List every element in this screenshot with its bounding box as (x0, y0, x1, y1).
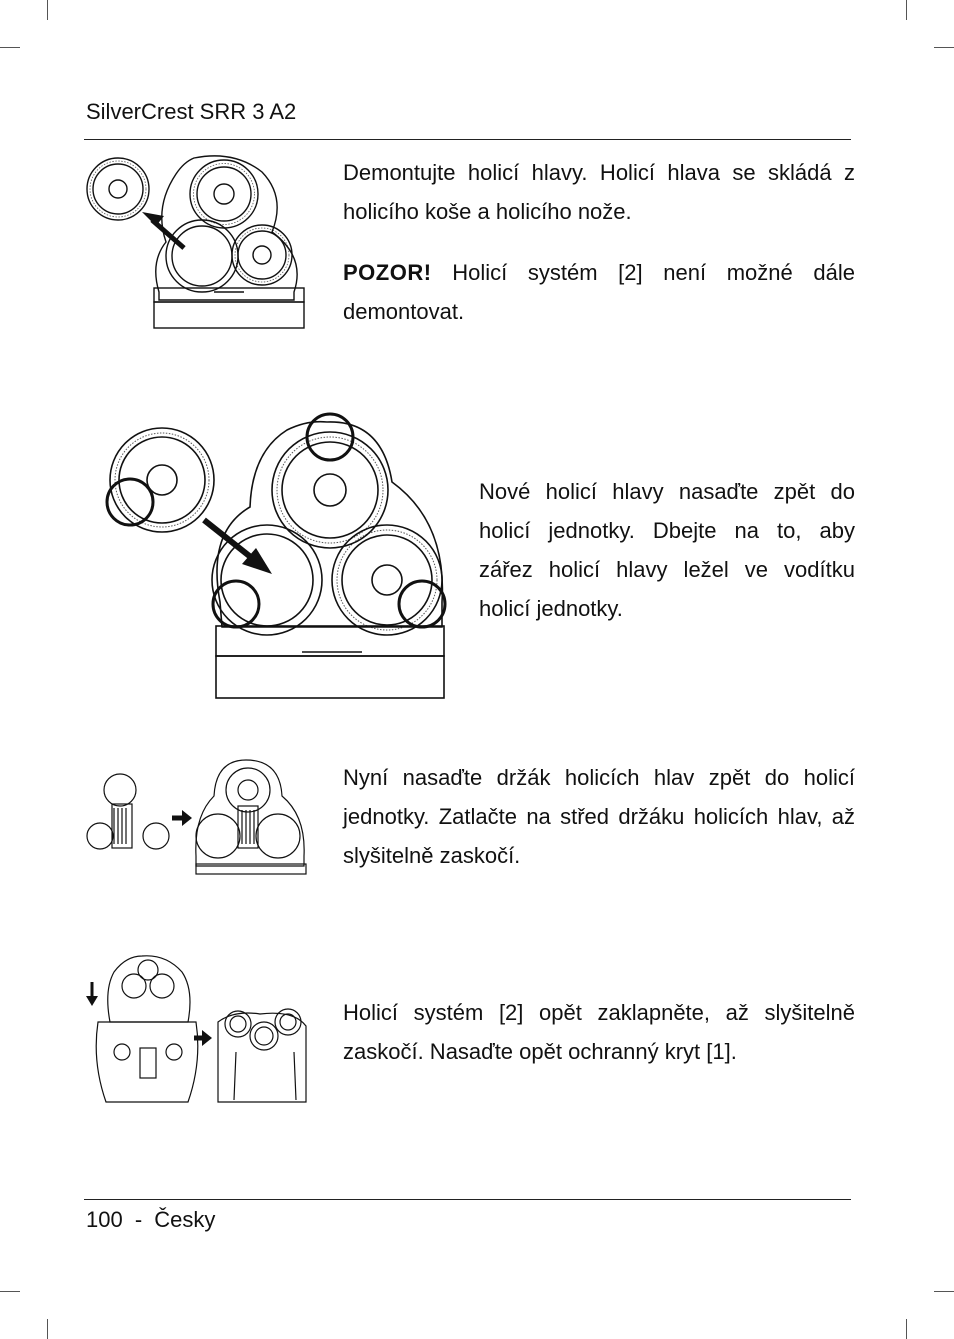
section-4-text: Holicí systém [2] opět zaklapněte, až slyšitelně zaskočí. Nasaďte opět ochranný kryt [1]. (343, 1000, 855, 1064)
warning-text: Holicí systém [2] není možné dále demontovat. (343, 260, 855, 324)
crop-mark (934, 47, 954, 48)
page-number: 100 (86, 1207, 123, 1232)
header-title: SilverCrest SRR 3 A2 (86, 99, 297, 124)
section-1-text: Demontujte holicí hlavy. Holicí hlava se skládá z holicího koše a holicího nože. (343, 160, 855, 224)
figure-close-system (84, 952, 309, 1107)
header-rule (84, 139, 851, 140)
crop-mark (47, 1319, 48, 1339)
section-3-text: Nyní nasaďte držák holicích hlav zpět do holicí jednotky. Zatlačte na střed držáku holicích hlav, až slyšitelně zaskočí. (343, 765, 855, 868)
footer-separator: - (134, 1207, 143, 1232)
crop-mark (0, 47, 20, 48)
crop-mark (906, 1319, 907, 1339)
section-2-text: Nové holicí hlavy nasaďte zpět do holicí jednotky. Dbejte na to, aby zářez holicí hlavy ležel ve vodítku holicí jednotky. (479, 479, 855, 621)
crop-mark (906, 0, 907, 20)
crop-mark (47, 0, 48, 20)
warning-label: POZOR! (343, 260, 432, 285)
section-1-warning (343, 253, 855, 331)
figure-remove-heads (84, 152, 309, 332)
footer-rule (84, 1199, 851, 1200)
footer (86, 1207, 215, 1233)
crop-mark (0, 1291, 20, 1292)
figure-insert-holder (84, 756, 309, 876)
footer-language: Česky (154, 1207, 216, 1232)
crop-mark (934, 1291, 954, 1292)
figure-insert-heads (102, 412, 452, 702)
